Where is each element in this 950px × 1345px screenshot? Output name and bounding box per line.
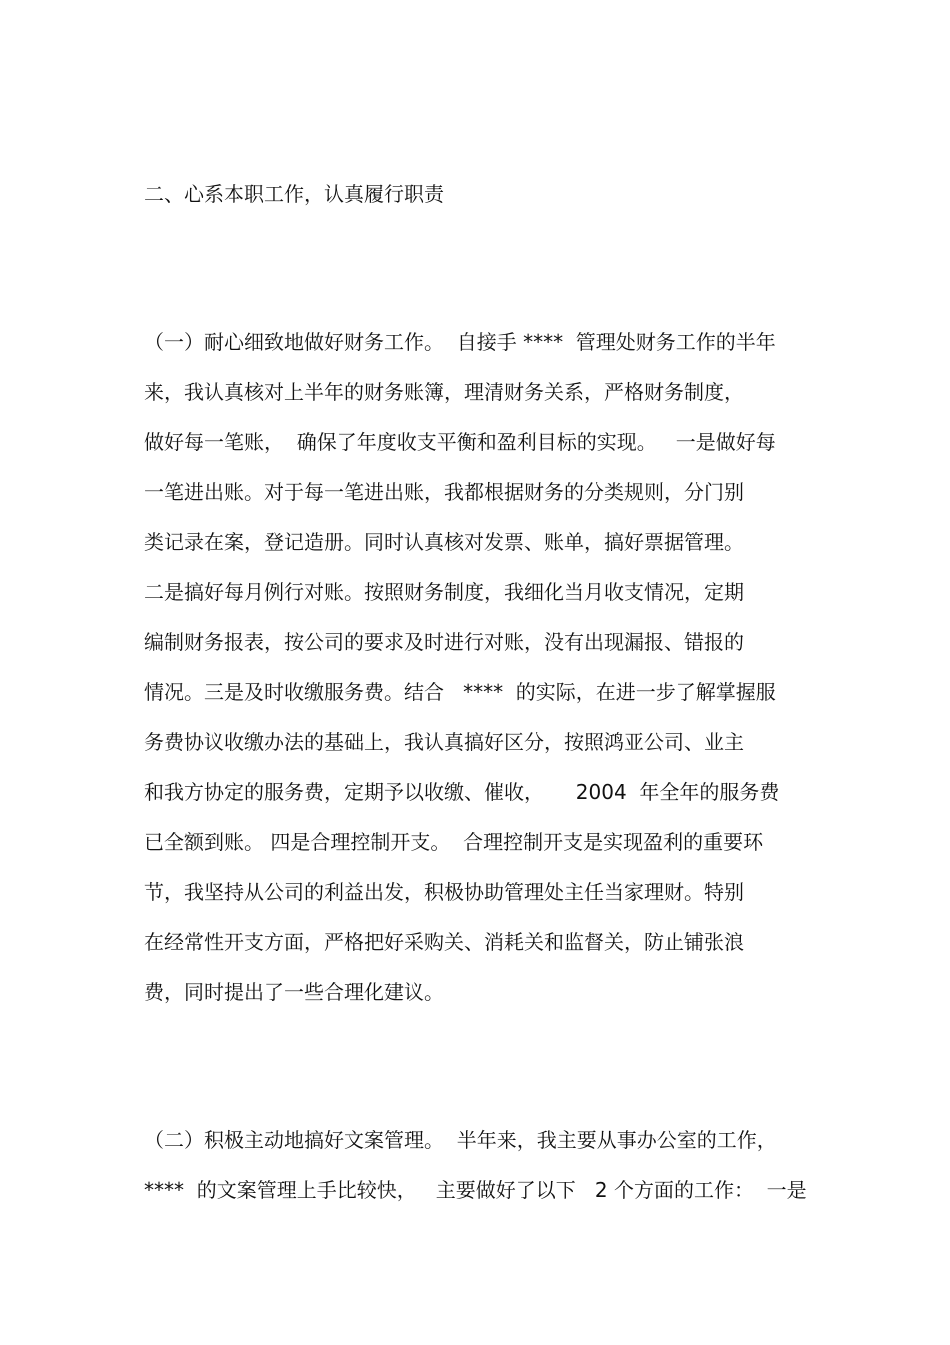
section-heading: 二、心系本职工作，认真履行职责 (144, 182, 444, 206)
paragraph-line: **** 的文案管理上手比较快， 主要做好了以下 2 个方面的工作： 一是 (144, 1178, 807, 1202)
paragraph-line: 二是搞好每月例行对账。按照财务制度，我细化当月收支情况，定期 (144, 580, 744, 604)
paragraph-line: （一）耐心细致地做好财务工作。 自接手 **** 管理处财务工作的半年 (144, 330, 776, 354)
paragraph-line: 已全额到账。 四是合理控制开支。 合理控制开支是实现盈利的重要环 (144, 830, 764, 854)
paragraph-line: 和我方协定的服务费，定期予以收缴、催收， 2004 年全年的服务费 (144, 780, 780, 804)
paragraph-line: 一笔进出账。对于每一笔进出账，我都根据财务的分类规则，分门别 (144, 480, 744, 504)
paragraph-line: 编制财务报表，按公司的要求及时进行对账，没有出现漏报、错报的 (144, 630, 744, 654)
paragraph-line: 务费协议收缴办法的基础上，我认真搞好区分，按照鸿亚公司、业主 (144, 730, 744, 754)
paragraph-line: 来，我认真核对上半年的财务账簿，理清财务关系，严格财务制度， (144, 380, 744, 404)
paragraph-line: 做好每一笔账， 确保了年度收支平衡和盈利目标的实现。 一是做好每 (144, 430, 776, 454)
paragraph-line: 节，我坚持从公司的利益出发，积极协助管理处主任当家理财。特别 (144, 880, 744, 904)
paragraph-line: 情况。三是及时收缴服务费。结合 **** 的实际，在进一步了解掌握服 (144, 680, 776, 704)
paragraph-line: （二）积极主动地搞好文案管理。 半年来，我主要从事办公室的工作， (144, 1128, 777, 1152)
paragraph-line: 在经常性开支方面，严格把好采购关、消耗关和监督关，防止铺张浪 (144, 930, 744, 954)
paragraph-line: 类记录在案，登记造册。同时认真核对发票、账单，搞好票据管理。 (144, 530, 744, 554)
paragraph-line: 费，同时提出了一些合理化建议。 (144, 980, 444, 1004)
